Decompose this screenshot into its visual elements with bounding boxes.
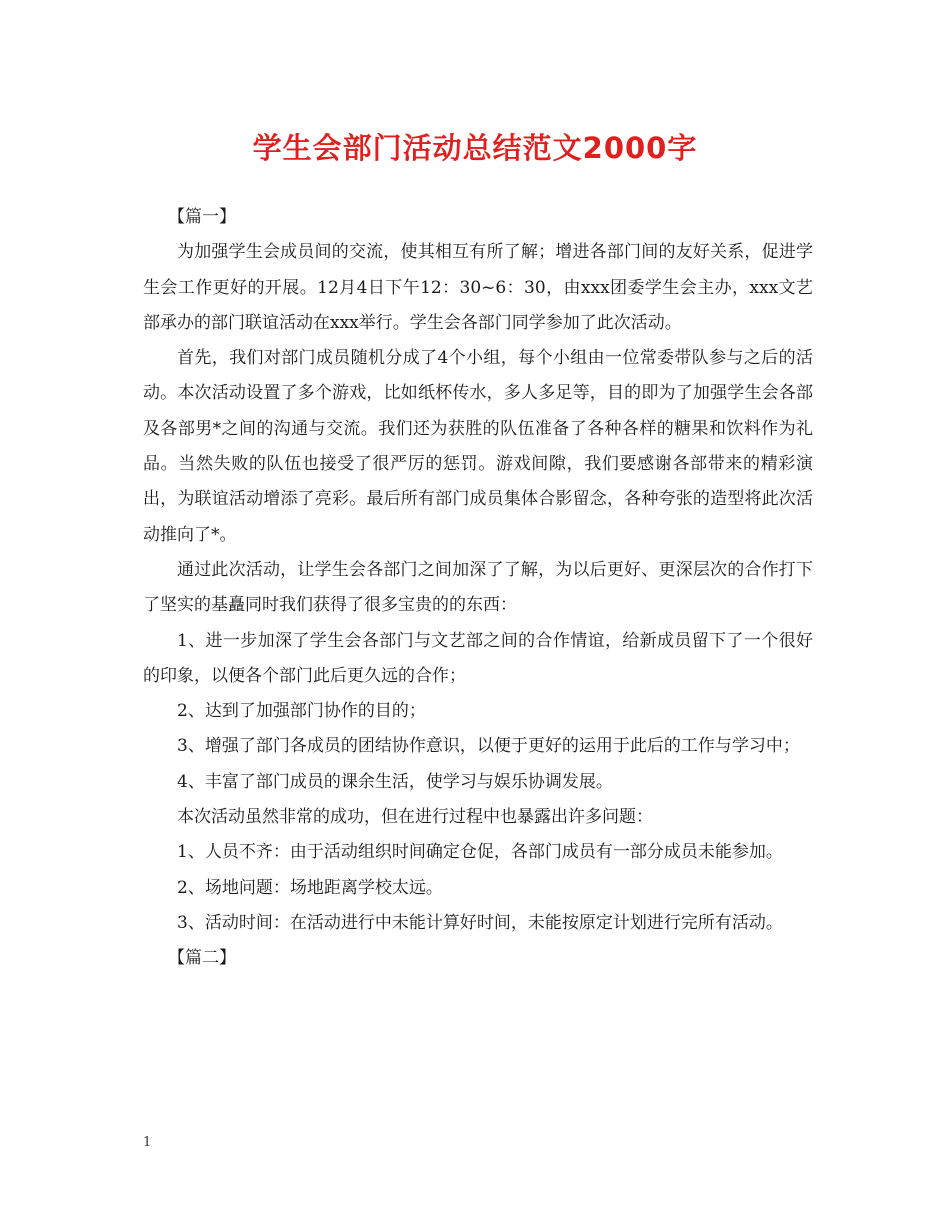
list-item: 1、人员不齐：由于活动组织时间确定仓促，各部门成员有一部分成员未能参加。	[177, 842, 783, 863]
list-item: 3、活动时间：在活动进行中未能计算好时间，未能按原定计划进行完所有活动。	[177, 912, 783, 933]
paragraph: 首先，我们对部门成员随机分成了4个小组，每个小组由一位常委带队参与之后的活动。本次活动设置了多个游戏，比如纸杯传水，多人多足等，目的即为了加强学生会各部及各部男*之间的沟通与交流。我们还为获胜的队伍准备了各种各样的糖果和饮料作为礼品。当然失败的队伍也接受了很严厉的惩罚。游戏间隙，我们要感谢各部带来的精彩演出，为联谊活动增添了亮彩。最后所有部门成员集体合影留念，各种夸张的造型将此次活动推向了*。	[143, 348, 813, 545]
list-item: 4、丰富了部门成员的课余生活，使学习与娱乐协调发展。	[177, 771, 613, 792]
list-item: 3、增强了部门各成员的团结协作意识，以便于更好的运用于此后的工作与学习中；	[177, 736, 800, 757]
list-item: 2、场地问题：场地距离学校太远。	[177, 877, 443, 898]
paragraph: 本次活动虽然非常的成功，但在进行过程中也暴露出许多问题：	[177, 807, 653, 828]
section-heading-1: 【篇一】	[168, 207, 236, 227]
section-heading-2: 【篇二】	[168, 948, 236, 969]
paragraph: 为加强学生会成员间的交流，使其相互有所了解；增进各部门间的友好关系，促进学生会工作更好的开展。12月4日下午12：30~6：30，由xxx团委学生会主办，xxx文艺部承办的部门联谊活动在xxx举行。学生会各部门同学参加了此次活动。	[143, 242, 813, 333]
page-title: 学生会部门活动总结范文2000字	[252, 131, 698, 165]
paragraph: 通过此次活动，让学生会各部门之间加深了了解，为以后更好、更深层次的合作打下了坚实的基矗同时我们获得了很多宝贵的的东西：	[143, 559, 813, 616]
list-item: 1、进一步加深了学生会各部门与文艺部之间的合作情谊，给新成员留下了一个很好的印象，以便各个部门此后更久远的合作；	[143, 630, 813, 686]
page-number: 1	[143, 1135, 152, 1150]
list-item: 2、达到了加强部门协作的目的；	[177, 701, 426, 722]
document-body	[143, 200, 813, 977]
